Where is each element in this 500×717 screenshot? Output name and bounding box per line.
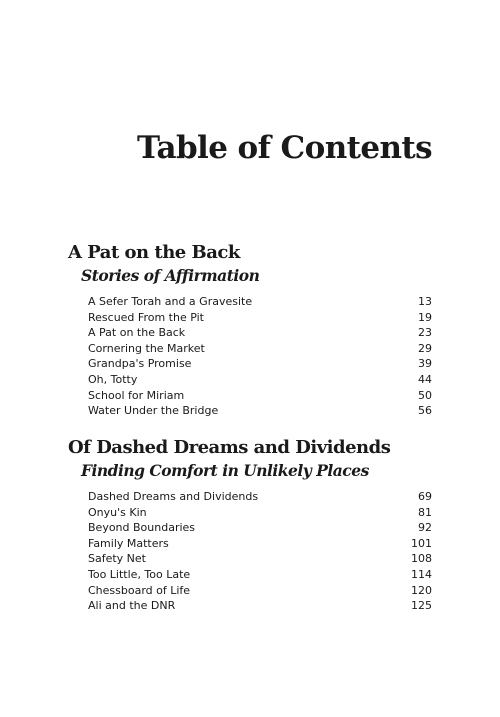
toc-entry (88, 551, 432, 567)
toc-entry (88, 356, 432, 372)
entry-page-number: 92 (418, 521, 432, 535)
entry-title: Chessboard of Life (88, 583, 191, 597)
toc-entry (88, 372, 432, 388)
entry-title: Family Matters (88, 536, 169, 550)
toc-entry (88, 403, 432, 419)
toc-entry (88, 598, 432, 614)
section-subtitle: Finding Comfort in Unlikely Places (81, 461, 369, 480)
entry-title: Too Little, Too Late (88, 567, 191, 581)
entry-title: A Pat on the Back (88, 326, 186, 340)
entry-page-number: 23 (418, 326, 432, 340)
entry-title: Beyond Boundaries (88, 521, 196, 535)
toc-entry (88, 294, 432, 310)
entry-title: Water Under the Bridge (88, 404, 219, 418)
toc-entry (88, 388, 432, 404)
toc-entry (88, 341, 432, 357)
entry-title: Rescued From the Pit (88, 310, 204, 324)
toc-entry (88, 505, 432, 521)
entry-page-number: 39 (418, 357, 432, 371)
entry-title: School for Miriam (88, 388, 185, 402)
entry-page-number: 101 (411, 536, 432, 550)
entry-title: Ali and the DNR (88, 599, 176, 613)
entry-page-number: 50 (418, 388, 432, 402)
entry-page-number: 44 (418, 372, 432, 386)
entry-title: Cornering the Market (88, 341, 205, 355)
entry-page-number: 120 (411, 583, 432, 597)
entry-title: Oh, Totty (88, 372, 138, 386)
entry-page-number: 125 (411, 599, 432, 613)
toc-entry (88, 310, 432, 326)
toc-entry-list (68, 294, 432, 419)
section-title: Of Dashed Dreams and Dividends (68, 437, 391, 458)
toc-entry (88, 489, 432, 505)
toc-entry (88, 583, 432, 599)
entry-page-number: 108 (411, 552, 432, 566)
entry-page-number: 114 (411, 567, 432, 581)
entry-page-number: 81 (418, 505, 432, 519)
toc-entry (88, 520, 432, 536)
entry-title: Grandpa's Promise (88, 357, 192, 371)
entry-page-number: 19 (418, 310, 432, 324)
entry-title: Onyu's Kin (88, 505, 147, 519)
toc-entry (88, 567, 432, 583)
section-title: A Pat on the Back (68, 242, 240, 263)
toc-entry-list (68, 489, 432, 614)
entry-page-number: 13 (418, 295, 432, 308)
toc-section (68, 437, 432, 614)
entry-title: A Sefer Torah and a Gravesite (88, 295, 253, 308)
entry-page-number: 69 (418, 490, 432, 503)
toc-section (68, 242, 432, 419)
entry-title: Safety Net (88, 552, 146, 566)
toc-entry (88, 325, 432, 341)
page-title: Table of Contents (136, 130, 432, 166)
entry-page-number: 29 (418, 341, 432, 355)
toc-entry (88, 536, 432, 552)
section-subtitle: Stories of Affirmation (81, 266, 260, 285)
entry-page-number: 56 (418, 404, 432, 418)
entry-title: Dashed Dreams and Dividends (88, 490, 259, 503)
